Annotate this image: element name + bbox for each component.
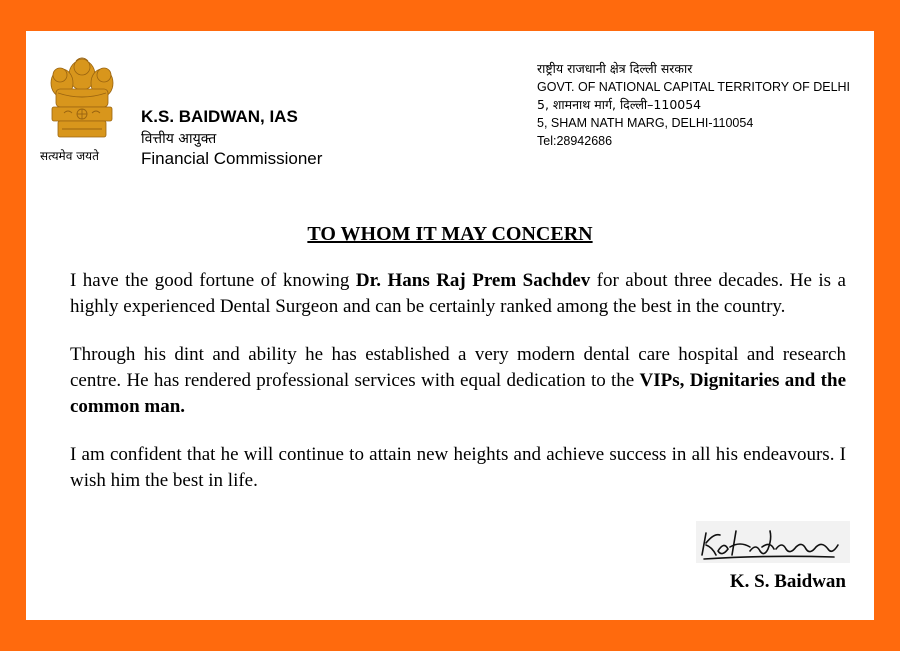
address-line-4: 5, SHAM NATH MARG, DELHI-110054	[537, 116, 754, 130]
letter-body	[70, 268, 846, 516]
address-line-1: राष्ट्रीय राजधानी क्षेत्र दिल्ली सरकार	[537, 61, 693, 76]
letter-heading: TO WHOM IT MAY CONCERN	[307, 223, 593, 245]
office-address	[537, 60, 850, 150]
paragraph-3: I am confident that he will continue to attain new heights and achieve success in all his endeavours. I wish him the best in life.	[70, 444, 846, 491]
address-line-3: 5, शामनाथ मार्ग, दिल्ली–110054	[537, 97, 702, 112]
handwritten-signature	[696, 521, 850, 563]
paragraph-1-intro: I have the good fortune of knowing	[70, 270, 356, 291]
officer-title-hindi: वित्तीय आयुक्त	[141, 131, 217, 147]
paragraph-2-emphasis: VIPs, Dignitaries and the common man.	[70, 370, 846, 417]
paragraph-2-text: Through his dint and ability he has established a very modern dental care hospital and research centre. He has rendered professional services with equal dedication to the	[70, 344, 846, 391]
address-telephone: Tel:28942686	[537, 134, 613, 148]
officer-block	[141, 107, 322, 169]
paragraph-1-rest: for about three decades. He is a highly experienced Dental Surgeon and can be certainly ranked among the best in the country.	[70, 270, 846, 317]
address-line-2: GOVT. OF NATIONAL CAPITAL TERRITORY OF DELHI	[537, 80, 851, 94]
doctor-name: Dr. Hans Raj Prem Sachdev	[355, 270, 591, 291]
paragraph-2	[70, 342, 846, 420]
officer-name: K.S. BAIDWAN, IAS	[141, 107, 298, 126]
officer-title: Financial Commissioner	[141, 149, 323, 168]
signatory-name: K. S. Baidwan	[729, 571, 846, 592]
letter-page	[26, 31, 874, 620]
paragraph-1	[70, 268, 846, 320]
national-emblem-icon	[46, 53, 118, 145]
emblem-motto: सत्यमेव जयते	[40, 149, 99, 163]
